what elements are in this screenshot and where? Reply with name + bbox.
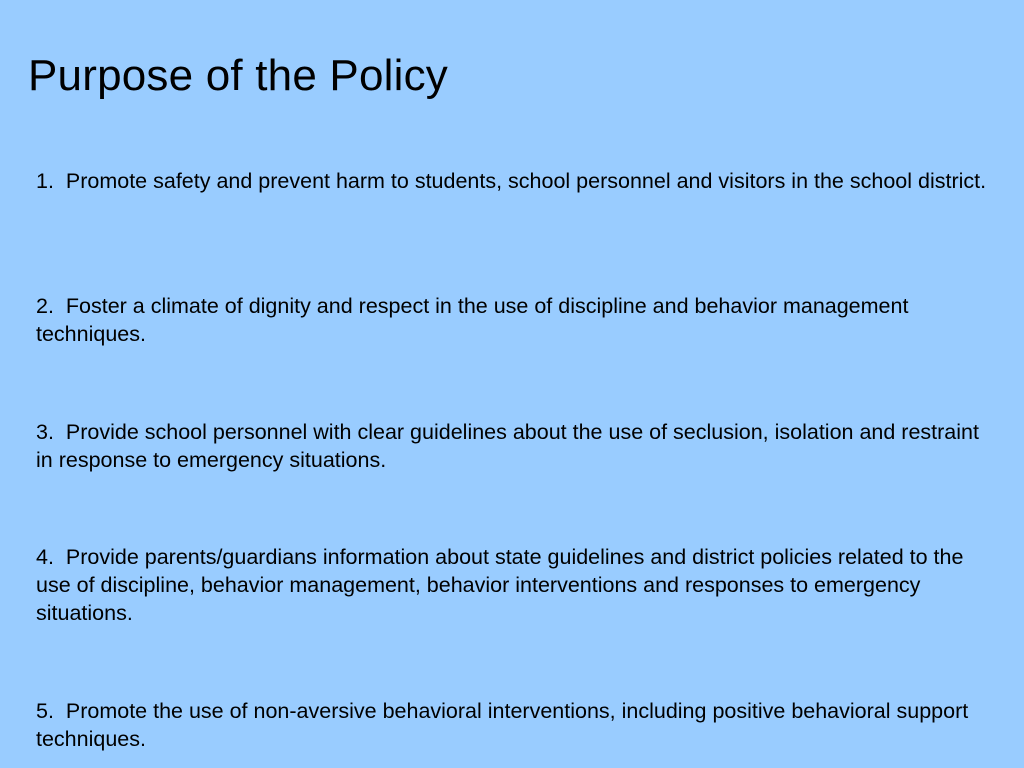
- policy-purpose-item: 1. Promote safety and prevent harm to students, school personnel and visitors in the school district.: [36, 169, 987, 193]
- policy-purpose-item: 2. Foster a climate of dignity and respect in the use of discipline and behavior management techniques.: [36, 294, 915, 346]
- slide-title: Purpose of the Policy: [28, 51, 448, 100]
- policy-purpose-item: 4. Provide parents/guardians information about state guidelines and district policies related to the use of discipline, behavior management, behavior interventions and responses to emergency situations.: [36, 545, 970, 625]
- policy-purpose-item: 3. Provide school personnel with clear guidelines about the use of seclusion, isolation and restraint in response to emergency situations.: [36, 420, 985, 472]
- policy-purpose-item: 5. Promote the use of non-aversive behavioral interventions, including positive behavioral support techniques.: [36, 699, 975, 751]
